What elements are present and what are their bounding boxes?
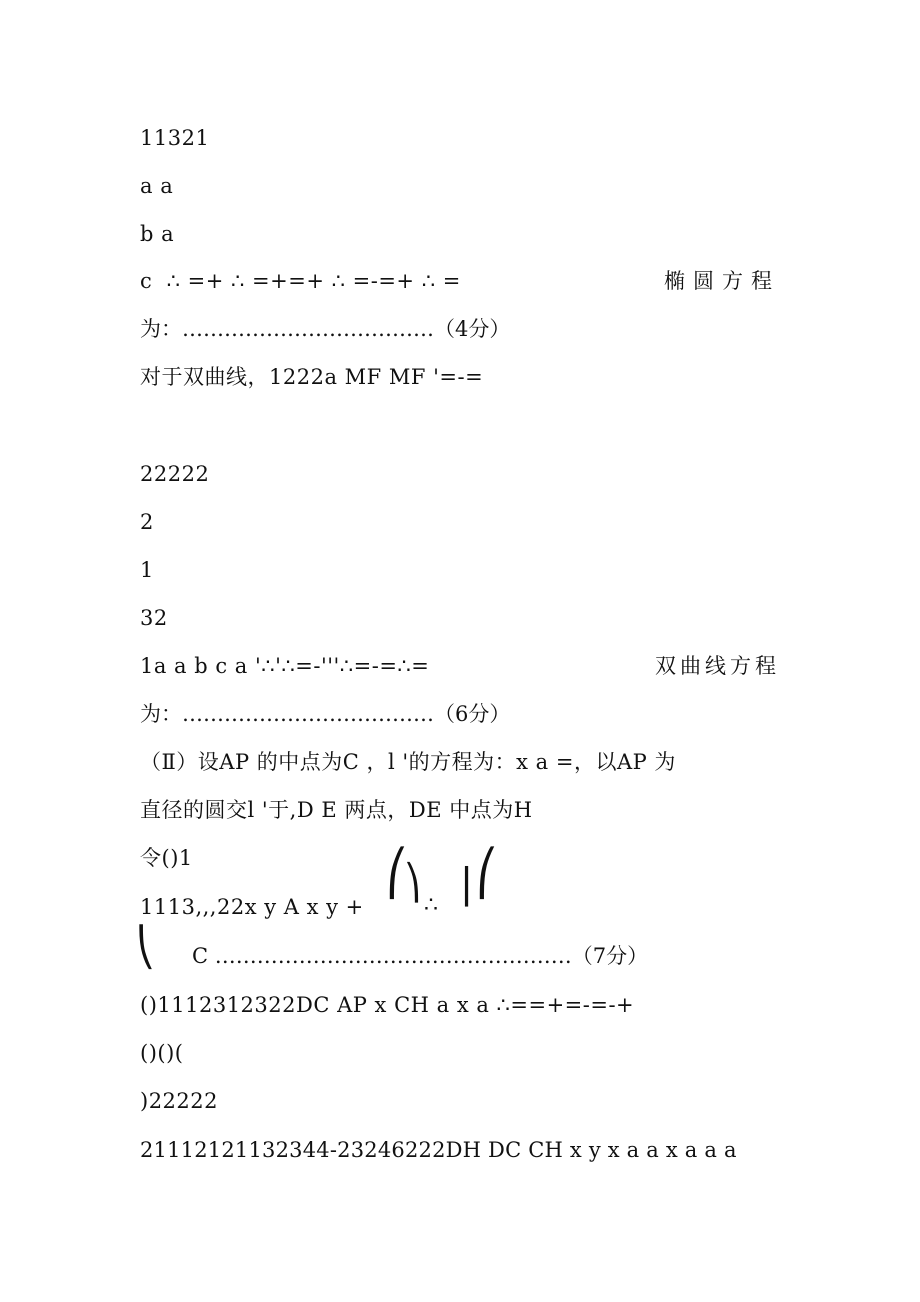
hyperbola-equation-label: 双曲线方程 — [655, 654, 780, 678]
therefore-symbol: ∴ — [424, 893, 438, 918]
text-line-2: a a — [140, 174, 174, 198]
text-line-17: C ……………………………………………（7分） — [192, 944, 649, 968]
text-line-5: 为：………………………………（4分） — [140, 317, 511, 341]
ellipse-equation-label: 椭圆方程 — [664, 269, 780, 293]
bracket-glyph: ⎛ — [476, 848, 498, 899]
text-line-11 — [140, 651, 780, 681]
text-line-16: 1113,,,22x y A x y + — [140, 895, 364, 919]
bracket-glyph: ⎝ — [136, 925, 155, 969]
text-line-14: 直径的圆交l '于,D E 两点，DE 中点为H — [140, 798, 533, 822]
text-line-21: 21112121132344-23246222DH DC CH x y x a a x a a a — [140, 1138, 737, 1162]
text-line-1: 11321 — [140, 126, 210, 150]
text-line-13: （Ⅱ）设AP 的中点为C ，l '的方程为：x a =，以AP 为 — [140, 750, 676, 774]
text-line-3: b a — [140, 222, 175, 246]
text-line-10: 32 — [140, 606, 168, 630]
text-line-19: ()()( — [140, 1041, 184, 1065]
text-line-6: 对于双曲线，1222a MF MF '=-= — [140, 365, 484, 389]
text-line-18: ()1112312322DC AP x CH a x a ∴==+=-=-+ — [140, 993, 635, 1017]
bracket-glyph: ⎛ — [386, 848, 408, 899]
text-line-9: 1 — [140, 558, 154, 582]
text-line-12: 为：………………………………（6分） — [140, 702, 511, 726]
bracket-glyph: ⎜ — [462, 867, 479, 907]
text-line-4 — [140, 266, 780, 296]
text-line-8: 2 — [140, 510, 154, 534]
bracket-glyph: ⎞ — [404, 863, 421, 903]
formula-fragment: c ∴ =+ ∴ =+=+ ∴ =-=+ ∴ = — [140, 269, 461, 293]
text-line-7: 22222 — [140, 462, 210, 486]
text-line-15: 令()1 — [140, 846, 193, 870]
formula-fragment: 1a a b c a '∴'∴=-'''∴=-=∴= — [140, 654, 430, 678]
text-line-20: )22222 — [140, 1089, 218, 1113]
